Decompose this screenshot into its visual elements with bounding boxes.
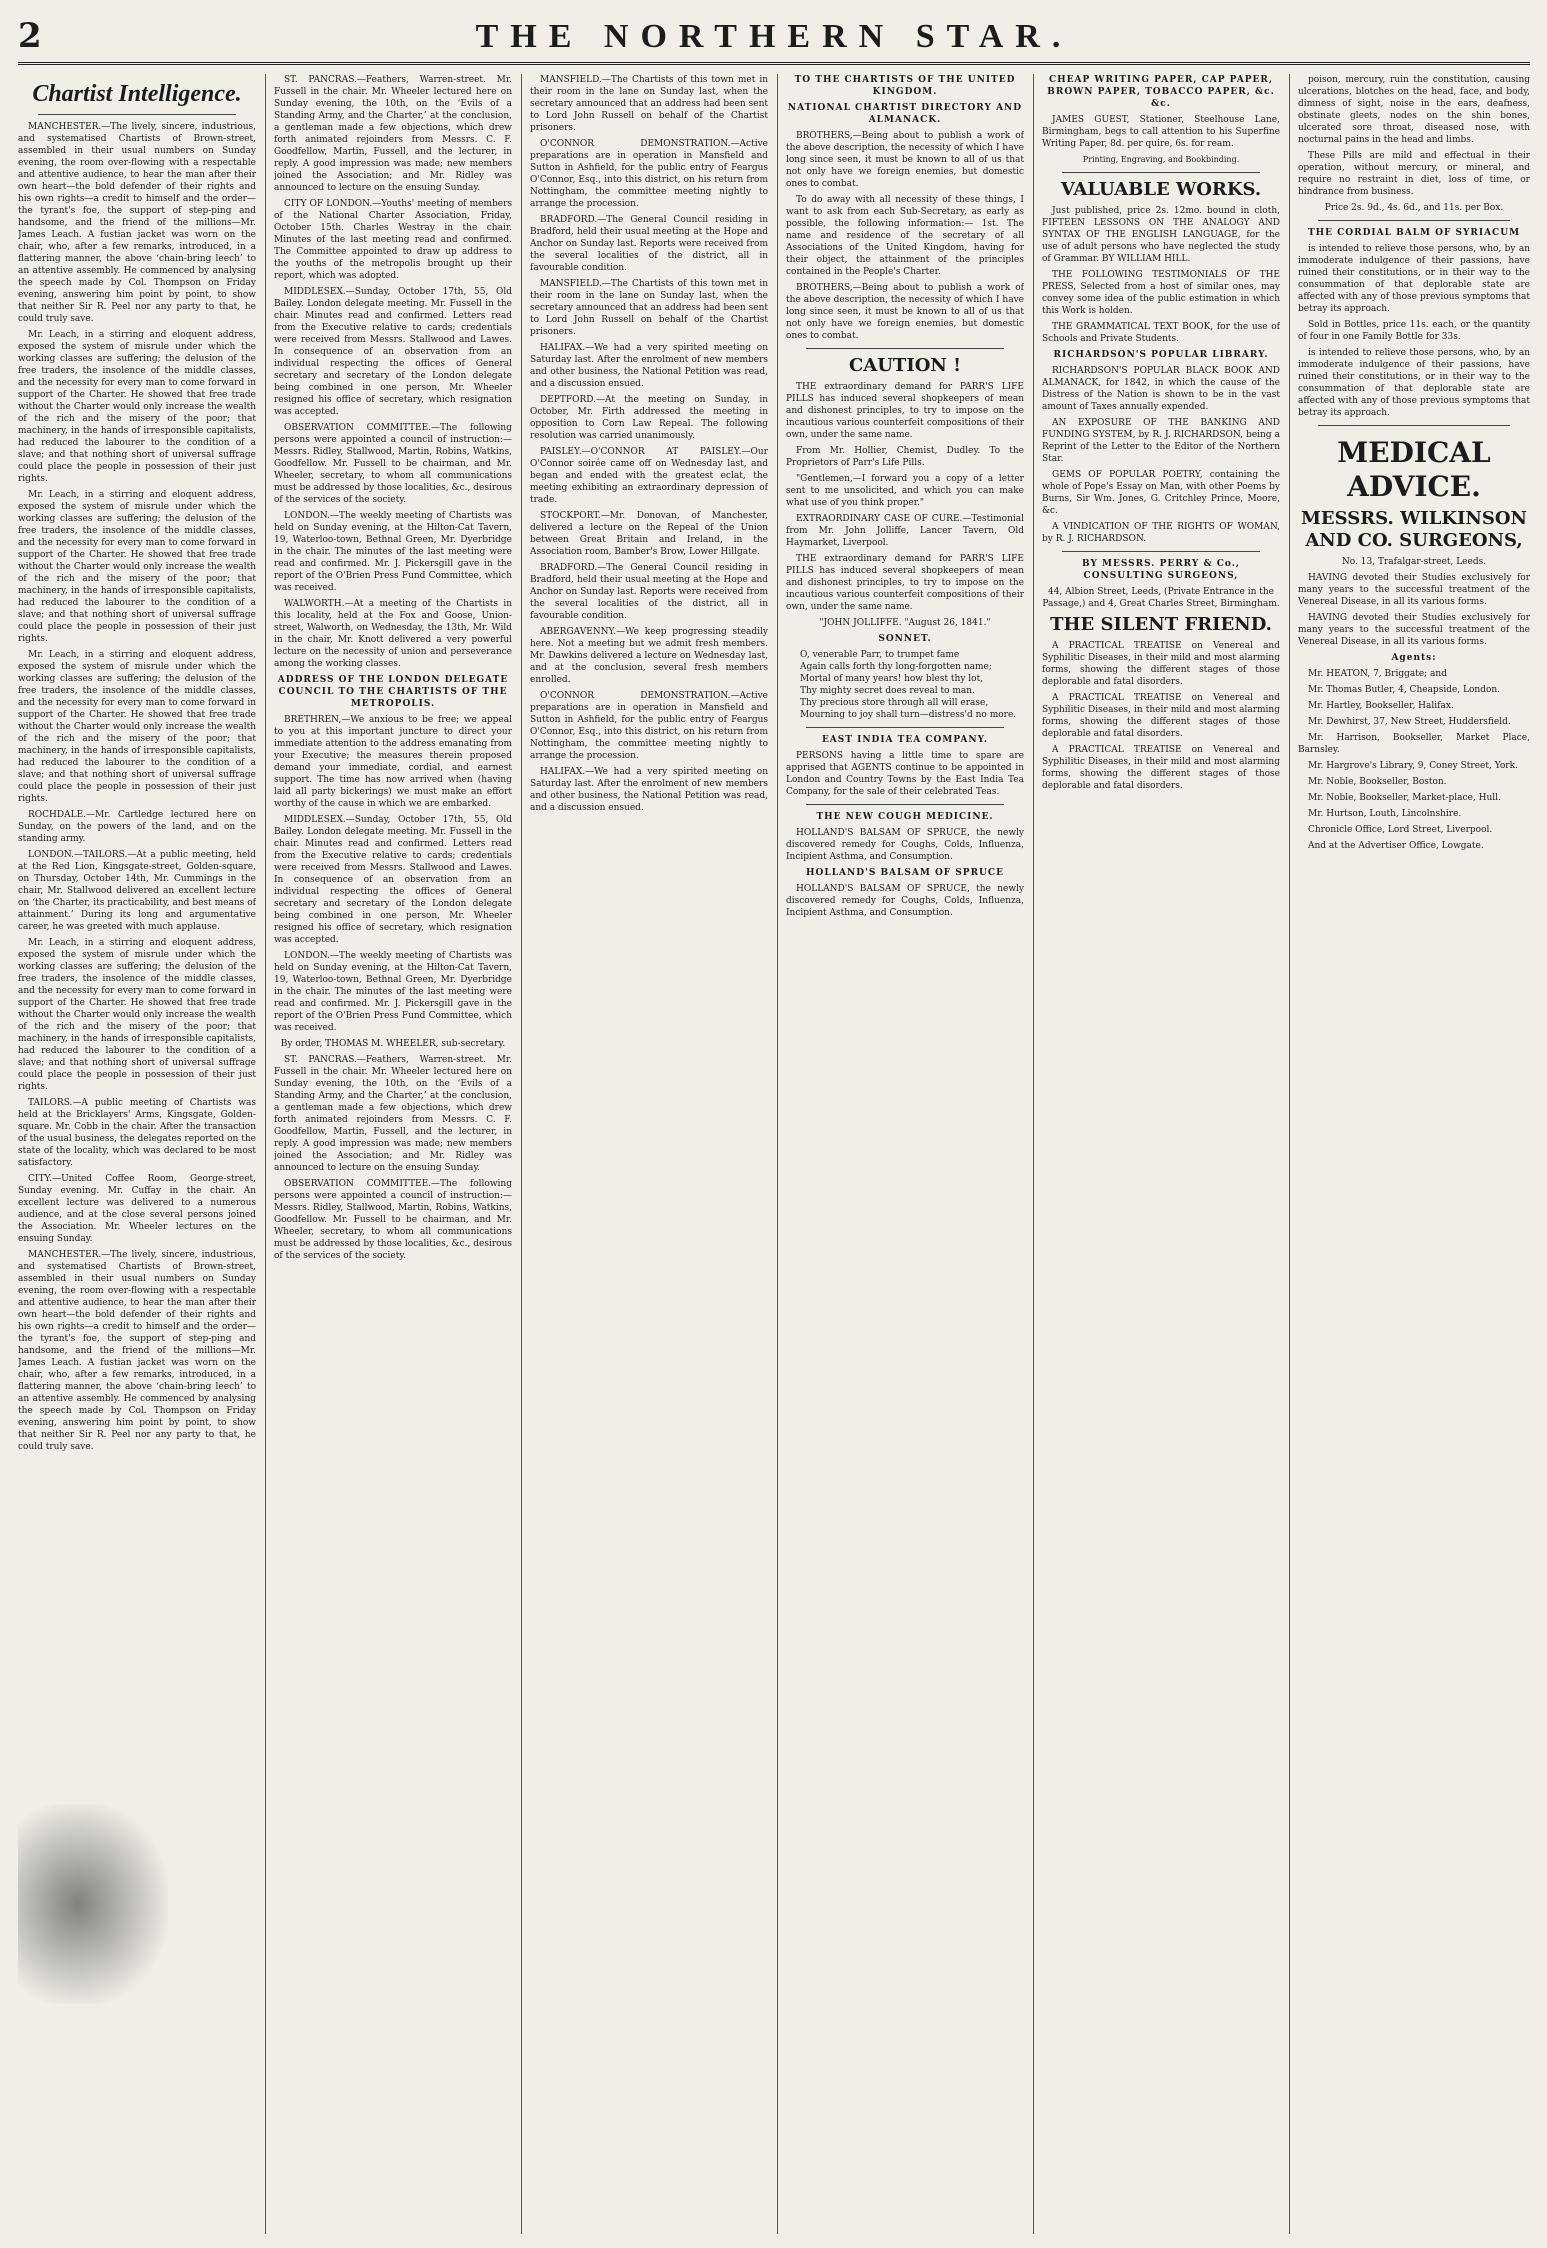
sonnet-title: SONNET. bbox=[878, 634, 932, 644]
cough-heading: THE NEW COUGH MEDICINE. bbox=[816, 812, 994, 822]
cordial-heading: THE CORDIAL BALM OF SYRIACUM bbox=[1307, 228, 1521, 238]
article-paragraph: Mr. Leach, in a stirring and eloquent address, exposed the system of misrule under which the working classes are suffering; the delusion of the free traders, the insolence of the middle classes, and the necessity for every man to come forward in support of the Charter. He showed that free trade without the Charter would only increase the wealth of the rich and the misery of the poor; that machinery, in the hands of irresponsible capitalists, had reduced the labourer to the condition of a slave; and that nothing short of universal suffrage could place the people in possession of their just rights. bbox=[18, 330, 256, 484]
medical-advice-heading: MEDICAL ADVICE. bbox=[1337, 436, 1491, 503]
agent-line: Mr. Noble, Bookseller, Market-place, Hull. bbox=[1308, 793, 1501, 803]
perry-text: A PRACTICAL TREATISE on Venereal and Syphilitic Diseases, in their mild and most alarming forms, showing the different stages of those deplorable and fatal disorders. bbox=[1042, 693, 1280, 739]
paper-title: THE NORTHERN STAR. bbox=[475, 18, 1073, 55]
article-paragraph: MIDDLESEX.—Sunday, October 17th, 55, Old Bailey. London delegate meeting. Mr. Fussell in the chair. Minutes read and confirmed. Letters read from the Executive relative to cards; credentials were received from Messrs. Stallwood and Lawes. In consequence of an observation from an individual respecting the offices of General secretary and secretary of the London delegate being combined in one person, Mr. Wheeler resigned his office of secretary, which resignation was accepted. bbox=[274, 287, 512, 417]
work-listing: AN EXPOSURE OF THE BANKING AND FUNDING SYSTEM, by R. J. RICHARDSON, being a Reprint of the Letter to the Editor of the Northern Star. bbox=[1042, 418, 1280, 464]
column-6 bbox=[1298, 74, 1530, 2234]
address-heading: ADDRESS OF THE LONDON DELEGATE COUNCIL TO THE CHARTISTS OF THE METROPOLIS. bbox=[277, 675, 509, 709]
tea-text: PERSONS having a little time to spare are apprised that AGENTS continue to be appointed in London and Country Towns by the East India Tea Company, for the sale of their celebrated Teas. bbox=[786, 751, 1024, 797]
page-number: 2 bbox=[18, 16, 42, 56]
article-paragraph: BRADFORD.—The General Council residing in Bradford, held their usual meeting at the Hope and Anchor on Sunday last. Reports were received from the several localities of the district, all in favourable condition. bbox=[530, 563, 768, 621]
perry-text: A PRACTICAL TREATISE on Venereal and Syphilitic Diseases, in their mild and most alarming forms, showing the different stages of those deplorable and fatal disorders. bbox=[1042, 745, 1280, 791]
tea-heading: EAST INDIA TEA COMPANY. bbox=[821, 735, 989, 745]
article-paragraph: TAILORS.—A public meeting of Chartists was held at the Bricklayers' Arms, Kingsgate, Golden-square. Mr. Cobb in the chair. After the transaction of the usual business, the delegates reported on the state of the locality, which was declared to be most satisfactory. bbox=[18, 1098, 256, 1168]
agent-line: And at the Advertiser Office, Lowgate. bbox=[1308, 841, 1484, 851]
sonnet-line: Mortal of many years! how blest thy lot, bbox=[800, 674, 984, 684]
article-paragraph: LONDON.—TAILORS.—At a public meeting, held at the Red Lion, Kingsgate-street, Golden-square, on Thursday, October 14th, Mr. Cummings in the chair, Mr. Stallwood delivered an excellent lecture on ‘the Charter, its practicability, and best means of attainment.’ During its long and argumentative career, he was greeted with much applause. bbox=[18, 850, 256, 932]
wilkinson-heading: MESSRS. WILKINSON AND CO. SURGEONS, bbox=[1300, 508, 1528, 551]
column-rule bbox=[1289, 74, 1290, 2234]
work-listing: THE FOLLOWING TESTIMONIALS OF THE PRESS, Selected from a host of similar ones, may convey some idea of the public estimation in which this Work is holden. bbox=[1042, 270, 1280, 316]
article-paragraph: DEPTFORD.—At the meeting on Sunday, in October, Mr. Firth addressed the meeting in opposition to Corn Law Repeal. The following resolution was carried unanimously. bbox=[530, 395, 768, 441]
perry-text: A PRACTICAL TREATISE on Venereal and Syphilitic Diseases, in their mild and most alarming forms, showing the different stages of those deplorable and fatal disorders. bbox=[1042, 641, 1280, 687]
cordial-price: Sold in Bottles, price 11s. each, or the quantity of four in one Family Bottle for 33s. bbox=[1298, 320, 1530, 342]
paper-ad-note: Printing, Engraving, and Bookbinding. bbox=[1082, 155, 1240, 164]
column-rule bbox=[777, 74, 778, 2234]
column-rule bbox=[265, 74, 266, 2234]
sonnet-line: Mourning to joy shall turn—distress'd no more. bbox=[800, 710, 1017, 720]
article-paragraph: WALWORTH.—At a meeting of the Chartists in this locality, held at the Fox and Goose, Union-street, Walworth, on Wednesday, the 13th, Mr. Wild in the chair, Mr. Knott delivered a very powerful lecture on the necessity of union and perseverance among the working classes. bbox=[274, 599, 512, 669]
ink-smudge bbox=[18, 1804, 168, 2004]
article-paragraph: These Pills are mild and effectual in their operation, without mercury, or mineral, and require no restraint in diet, loss of time, or hindrance from business. bbox=[1298, 151, 1530, 197]
article-paragraph: O'CONNOR DEMONSTRATION.—Active preparations are in operation in Mansfield and Sutton in Ashfield, for the public entry of Feargus O'Connor, Esq., into this district, on his return from Nottingham, the committee meeting nightly to arrange the procession. bbox=[530, 139, 768, 209]
article-paragraph: ROCHDALE.—Mr. Cartledge lectured here on Sunday, on the powers of the land, and on the standing army. bbox=[18, 810, 256, 844]
agent-line: Chronicle Office, Lord Street, Liverpool. bbox=[1308, 825, 1493, 835]
article-paragraph: MANSFIELD.—The Chartists of this town met in their room in the lane on Sunday last, when the secretary announced that an address had been sent to Lord John Russell on behalf of the Chartist prisoners. bbox=[530, 75, 768, 133]
article-paragraph: PAISLEY.—O'CONNOR AT PAISLEY.—Our O'Connor soirée came off on Wednesday last, and began and ended with the greatest eclat, the meeting exhibiting an extraordinary depression of trade. bbox=[530, 447, 768, 505]
article-paragraph: MANSFIELD.—The Chartists of this town met in their room in the lane on Sunday last, when the secretary announced that an address had been sent to Lord John Russell on behalf of the Chartist prisoners. bbox=[530, 279, 768, 337]
article-paragraph: Mr. Leach, in a stirring and eloquent address, exposed the system of misrule under which the working classes are suffering; the delusion of the free traders, the insolence of the middle classes, and the necessity for every man to come forward in support of the Charter. He showed that free trade without the Charter would only increase the wealth of the rich and the misery of the poor; that machinery, in the hands of irresponsible capitalists, had reduced the labourer to the condition of a slave; and that nothing short of universal suffrage could place the people in possession of their just rights. bbox=[18, 490, 256, 644]
article-paragraph: STOCKPORT.—Mr. Donovan, of Manchester, delivered a lecture on the Repeal of the Union between Great Britain and Ireland, in the Association room, Bamber's Brow, Lower Hillgate. bbox=[530, 511, 768, 557]
article-paragraph: BRADFORD.—The General Council residing in Bradford, held their usual meeting at the Hope and Anchor on Sunday last. Reports were received from the several localities of the district, all in favourable condition. bbox=[530, 215, 768, 273]
masthead bbox=[18, 14, 1530, 65]
agent-line: Mr. Harrison, Bookseller, Market Place, Barnsley. bbox=[1298, 733, 1530, 755]
notice-heading: TO THE CHARTISTS OF THE UNITED KINGDOM. bbox=[794, 75, 1016, 97]
work-listing: A VINDICATION OF THE RIGHTS OF WOMAN, by R. J. RICHARDSON. bbox=[1042, 522, 1280, 544]
article-paragraph: OBSERVATION COMMITTEE.—The following persons were appointed a council of instruction:—Messrs. Ridley, Stallwood, Martin, Robins, Watkins, Goodfellow. Mr. Fussell to be chairman, and Mr. Wheeler, secretary, to whom all communications must be addressed by those localities, &c., desirous of the services of the society. bbox=[274, 1179, 512, 1261]
agent-line: Mr. Noble, Bookseller, Boston. bbox=[1308, 777, 1447, 787]
article-paragraph: MANCHESTER.—The lively, sincere, industrious, and systematised Chartists of Brown-street, assembled in their usual numbers on Sunday evening, the room over-flowing with a respectable and attentive audience, to hear the man after their own heart—the bold defender of their rights and his own rights—a credit to himself and the order—the tyrant's foe, the support of step-ping and handsome, and the friend of the millions—Mr. James Leach. A fustian jacket was worn on the chair, who, after a few remarks, introduced, in a flattering manner, the above ‘chain-bring leech’ to an attentive assembly. He commenced by analysing the speech made by Col. Thompson on Friday evening, answering him point by point, to show that neither Sir R. Peel nor any party to that, he could truly save. bbox=[18, 1250, 256, 1452]
article-paragraph: MANCHESTER.—The lively, sincere, industrious, and systematised Chartists of Brown-street, assembled in their usual numbers on Sunday evening, the room over-flowing with a respectable and attentive audience, to hear the man after their own heart—the bold defender of their rights and his own rights—a credit to himself and the order—the tyrant's foe, the support of step-ping and handsome, and the friend of the millions—Mr. James Leach. A fustian jacket was worn on the chair, who, after a few remarks, introduced, in a flattering manner, the above ‘chain-bring leech’ to an attentive assembly. He commenced by analysing the speech made by Col. Thompson on Friday evening, answering him point by point, to show that neither Sir R. Peel nor any party to that, he could truly save. bbox=[18, 122, 256, 324]
testimonial: From Mr. Hollier, Chemist, Dudley. To the Proprietors of Parr's Life Pills. bbox=[786, 446, 1024, 468]
work-listing: GEMS OF POPULAR POETRY, containing the whole of Pope's Essay on Man, with other Poems by Burns, Sir Wm. Jones, G. Critchley Prince, Moore, &c. bbox=[1042, 470, 1280, 516]
article-paragraph: O'CONNOR DEMONSTRATION.—Active preparations are in operation in Mansfield and Sutton in Ashfield, for the public entry of Feargus O'Connor, Esq., into this district, on his return from Nottingham, the committee meeting nightly to arrange the procession. bbox=[530, 691, 768, 761]
perry-address: 44, Albion Street, Leeds, (Private Entrance in the Passage,) and 4, Great Charles Street, Birmingham. bbox=[1042, 587, 1280, 609]
article-paragraph: BROTHERS,—Being about to publish a work of the above description, the necessity of which I have long since seen, it must be known to all of us that not only have we foreign enemies, but domestic ones to combat. bbox=[786, 131, 1024, 189]
newspaper-page bbox=[18, 14, 1530, 2239]
agent-line: Mr. Thomas Butler, 4, Cheapside, London. bbox=[1308, 685, 1501, 695]
signoff: By order, THOMAS M. WHEELER, sub-secretary. bbox=[280, 1039, 506, 1049]
article-paragraph: MIDDLESEX.—Sunday, October 17th, 55, Old Bailey. London delegate meeting. Mr. Fussell in the chair. Minutes read and confirmed. Letters read from the Executive relative to cards; credentials were received from Messrs. Stallwood and Lawes. In consequence of an observation from an individual respecting the offices of General secretary and secretary of the London delegate being combined in one person, Mr. Wheeler resigned his office of secretary, which resignation was accepted. bbox=[274, 815, 512, 945]
article-paragraph: BROTHERS,—Being about to publish a work of the above description, the necessity of which I have long since seen, it must be known to all of us that not only have we foreign enemies, but domestic ones to combat. bbox=[786, 283, 1024, 341]
agent-line: Mr. HEATON, 7, Briggate; and bbox=[1308, 669, 1447, 679]
paper-ad-text: JAMES GUEST, Stationer, Steelhouse Lane, Birmingham, begs to call attention to his Superfine Writing Paper, 8d. per quire, 6s. for ream. bbox=[1042, 115, 1280, 149]
column-4 bbox=[786, 74, 1024, 2234]
valuable-works-heading: VALUABLE WORKS. bbox=[1060, 179, 1262, 200]
article-paragraph: To do away with all necessity of these things, I want to ask from each Sub-Secretary, as early as possible, the following information:— 1st. The name and residence of the secretary of all Associations of the United Kingdom, having for their object, the attainment of the principles contained in the People's Charter. bbox=[786, 195, 1024, 277]
work-listing: THE GRAMMATICAL TEXT BOOK, for the use of Schools and Private Students. bbox=[1042, 322, 1280, 344]
article-paragraph: HALIFAX.—We had a very spirited meeting on Saturday last. After the enrolment of new members and other business, the National Petition was read, and a discussion ensued. bbox=[530, 767, 768, 813]
agents-heading: Agents: bbox=[1391, 653, 1437, 663]
column-5 bbox=[1042, 74, 1280, 2234]
article-paragraph: Mr. Leach, in a stirring and eloquent address, exposed the system of misrule under which the working classes are suffering; the delusion of the free traders, the insolence of the middle classes, and the necessity for every man to come forward in support of the Charter. He showed that free trade without the Charter would only increase the wealth of the rich and the misery of the poor; that machinery, in the hands of irresponsible capitalists, had reduced the labourer to the condition of a slave; and that nothing short of universal suffrage could place the people in possession of their just rights. bbox=[18, 650, 256, 804]
article-paragraph: Mr. Leach, in a stirring and eloquent address, exposed the system of misrule under which the working classes are suffering; the delusion of the free traders, the insolence of the middle classes, and the necessity for every man to come forward in support of the Charter. He showed that free trade without the Charter would only increase the wealth of the rich and the misery of the poor; that machinery, in the hands of irresponsible capitalists, had reduced the labourer to the condition of a slave; and that nothing short of universal suffrage could place the people in possession of their just rights. bbox=[18, 938, 256, 1092]
cough-text: HOLLAND'S BALSAM OF SPRUCE, the newly discovered remedy for Coughs, Colds, Influenza, Incipient Asthma, and Consumption. bbox=[786, 884, 1024, 918]
agent-line: Mr. Dewhirst, 37, New Street, Huddersfield. bbox=[1308, 717, 1511, 727]
article-paragraph: BRETHREN,—We anxious to be free; we appeal to you at this important juncture to direct your immediate attention to the address emanating from your Executive; the measures therein proposed demand your immediate, cordial, and earnest support. The time has now arrived when (having laid all party bickerings) we must make an effort worthy of the cause in which we are embarked. bbox=[274, 715, 512, 809]
article-paragraph: CITY OF LONDON.—Youths' meeting of members of the National Charter Association, Friday, October 15th. Charles Westray in the chair. Minutes of the last meeting read and confirmed. The Committee appointed to draw up address to the youths of the metropolis brought up their report, which was adopted. bbox=[274, 199, 512, 281]
article-paragraph: LONDON.—The weekly meeting of Chartists was held on Sunday evening, at the Hilton-Cat Tavern, 19, Waterloo-town, Bethnal Green, Mr. Dyerbridge in the chair. The minutes of the last meeting were read and confirmed. Mr. J. Pickersgill gave in the report of the O'Brien Press Fund Committee, which was received. bbox=[274, 511, 512, 593]
testimonial: "Gentlemen,—I forward you a copy of a letter sent to me unsolicited, and which you can make what use of you think proper." bbox=[786, 474, 1024, 508]
article-paragraph: poison, mercury, ruin the constitution, causing ulcerations, blotches on the head, face, and body, dimness of sight, noise in the ears, deafness, obstinate gleets, nodes on the shin bones, ulcerated sore throat, diseased nose, with nocturnal pains in the head and limbs. bbox=[1298, 75, 1530, 145]
article-paragraph: HALIFAX.—We had a very spirited meeting on Saturday last. After the enrolment of new members and other business, the National Petition was read, and a discussion ensued. bbox=[530, 343, 768, 389]
wilkinson-address: No. 13, Trafalgar-street, Leeds. bbox=[1341, 557, 1487, 567]
article-paragraph: ST. PANCRAS.—Feathers, Warren-street. Mr. Fussell in the chair. Mr. Wheeler lectured here on Sunday evening, the 10th, on the ‘Evils of a Standing Army, and the Charter,’ at the conclusion, a gentleman made a few objections, which drew forth animated rejoinders from Messrs. C. F. Goodfellow, Martin, Fussell, and the lecturer, in reply. A good impression was made; new members joined the Association; and Mr. Ridley was announced to lecture on the ensuing Sunday. bbox=[274, 75, 512, 193]
agent-line: Mr. Hargrove's Library, 9, Coney Street, York. bbox=[1308, 761, 1518, 771]
testimonial: EXTRAORDINARY CASE OF CURE.—Testimonial from Mr. John Jolliffe, Lancer Tavern, Old Haymarket, Liverpool. bbox=[786, 514, 1024, 548]
article-paragraph: LONDON.—The weekly meeting of Chartists was held on Sunday evening, at the Hilton-Cat Tavern, 19, Waterloo-town, Bethnal Green, Mr. Dyerbridge in the chair. The minutes of the last meeting were read and confirmed. Mr. J. Pickersgill gave in the report of the O'Brien Press Fund Committee, which was received. bbox=[274, 951, 512, 1033]
sonnet-line: Again calls forth thy long-forgotten name; bbox=[800, 662, 992, 672]
perry-heading: BY MESSRS. PERRY & Co., CONSULTING SURGEONS, bbox=[1082, 559, 1240, 581]
cordial-text: is intended to relieve those persons, who, by an immoderate indulgence of their passions, have ruined their constitutions, or in their way to the consummation of that deplorable state are affected with any of those previous symptoms that betray its approach. bbox=[1298, 244, 1530, 314]
sonnet-line: O, venerable Parr, to trumpet fame bbox=[800, 650, 960, 660]
wilkinson-text: HAVING devoted their Studies exclusively for many years to the successful treatment of the Venereal Disease, in all its various forms. bbox=[1298, 573, 1530, 607]
wilkinson-text: HAVING devoted their Studies exclusively for many years to the successful treatment of the Venereal Disease, in all its various forms. bbox=[1298, 613, 1530, 647]
column-rule bbox=[521, 74, 522, 2234]
silent-friend-heading: THE SILENT FRIEND. bbox=[1050, 614, 1272, 635]
work-listing-heading: RICHARDSON'S POPULAR LIBRARY. bbox=[1053, 350, 1269, 360]
agent-line: Mr. Hurtson, Louth, Lincolnshire. bbox=[1308, 809, 1462, 819]
cough-text: HOLLAND'S BALSAM OF SPRUCE, the newly discovered remedy for Coughs, Colds, Influenza, Incipient Asthma, and Consumption. bbox=[786, 828, 1024, 862]
testimonial-signature: "JOHN JOLLIFFE. "August 26, 1841." bbox=[819, 618, 991, 628]
sonnet-line: Thy precious store through all will erase, bbox=[800, 698, 989, 708]
cordial-text: is intended to relieve those persons, who, by an immoderate indulgence of their passions, have ruined their constitutions, or in their way to the consummation of that deplorable state are affected with any of those previous symptoms that betray its approach. bbox=[1298, 348, 1530, 418]
sonnet-line: Thy mighty secret does reveal to man. bbox=[800, 686, 975, 696]
cough-subheading: HOLLAND'S BALSAM OF SPRUCE bbox=[806, 868, 1004, 878]
notice-heading: NATIONAL CHARTIST DIRECTORY AND ALMANACK. bbox=[787, 103, 1023, 125]
article-paragraph: OBSERVATION COMMITTEE.—The following persons were appointed a council of instruction:—Messrs. Ridley, Stallwood, Martin, Robins, Watkins, Goodfellow. Mr. Fussell to be chairman, and Mr. Wheeler, secretary, to whom all communications must be addressed by those localities, &c., desirous of the services of the society. bbox=[274, 423, 512, 505]
agent-line: Mr. Hartley, Bookseller, Halifax. bbox=[1308, 701, 1454, 711]
article-paragraph: CITY.—United Coffee Room, George-street, Sunday evening. Mr. Cuffay in the chair. An excellent lecture was delivered to a numerous audience, and at the close several persons joined the Association. Mr. Wheeler lectures on the ensuing Sunday. bbox=[18, 1174, 256, 1244]
caution-text: THE extraordinary demand for PARR'S LIFE PILLS has induced several shopkeepers of mean and dishonest principles, to try to impose on the incautious various counterfeit compositions of their own, under the same name. bbox=[786, 554, 1024, 612]
caution-heading: CAUTION ! bbox=[848, 355, 962, 376]
work-listing: RICHARDSON'S POPULAR BLACK BOOK AND ALMANACK, for 1842, in which the cause of the Distress of the Nation is shown to be in the vast amount of Taxes annually expended. bbox=[1042, 366, 1280, 412]
work-listing: Just published, price 2s. 12mo. bound in cloth, FIFTEEN LESSONS ON THE ANALOGY AND SYNTAX OF THE ENGLISH LANGUAGE, for the use of adult persons who have neglected the study of Grammar. BY WILLIAM HILL. bbox=[1042, 206, 1280, 264]
caution-text: THE extraordinary demand for PARR'S LIFE PILLS has induced several shopkeepers of mean and dishonest principles, to try to impose on the incautious various counterfeit compositions of their own, under the same name. bbox=[786, 382, 1024, 440]
column-2 bbox=[274, 74, 512, 2234]
article-paragraph: ST. PANCRAS.—Feathers, Warren-street. Mr. Fussell in the chair. Mr. Wheeler lectured here on Sunday evening, the 10th, on the ‘Evils of a Standing Army, and the Charter,’ at the conclusion, a gentleman made a few objections, which drew forth animated rejoinders from Messrs. C. F. Goodfellow, Martin, Fussell, and the lecturer, in reply. A good impression was made; new members joined the Association; and Mr. Ridley was announced to lecture on the ensuing Sunday. bbox=[274, 1055, 512, 1173]
article-paragraph: ABERGAVENNY.—We keep progressing steadily here. Not a meeting but we admit fresh members. Mr. Dawkins delivered a lecture on Wednesday last, and at the conclusion, several fresh members enrolled. bbox=[530, 627, 768, 685]
column-3 bbox=[530, 74, 768, 2234]
section-title: Chartist Intelligence. bbox=[32, 81, 242, 107]
paper-ad-heading: CHEAP WRITING PAPER, CAP PAPER, BROWN PAPER, TOBACCO PAPER, &c. &c. bbox=[1047, 75, 1275, 109]
column-rule bbox=[1033, 74, 1034, 2234]
price-line: Price 2s. 9d., 4s. 6d., and 11s. per Box. bbox=[1324, 203, 1504, 213]
